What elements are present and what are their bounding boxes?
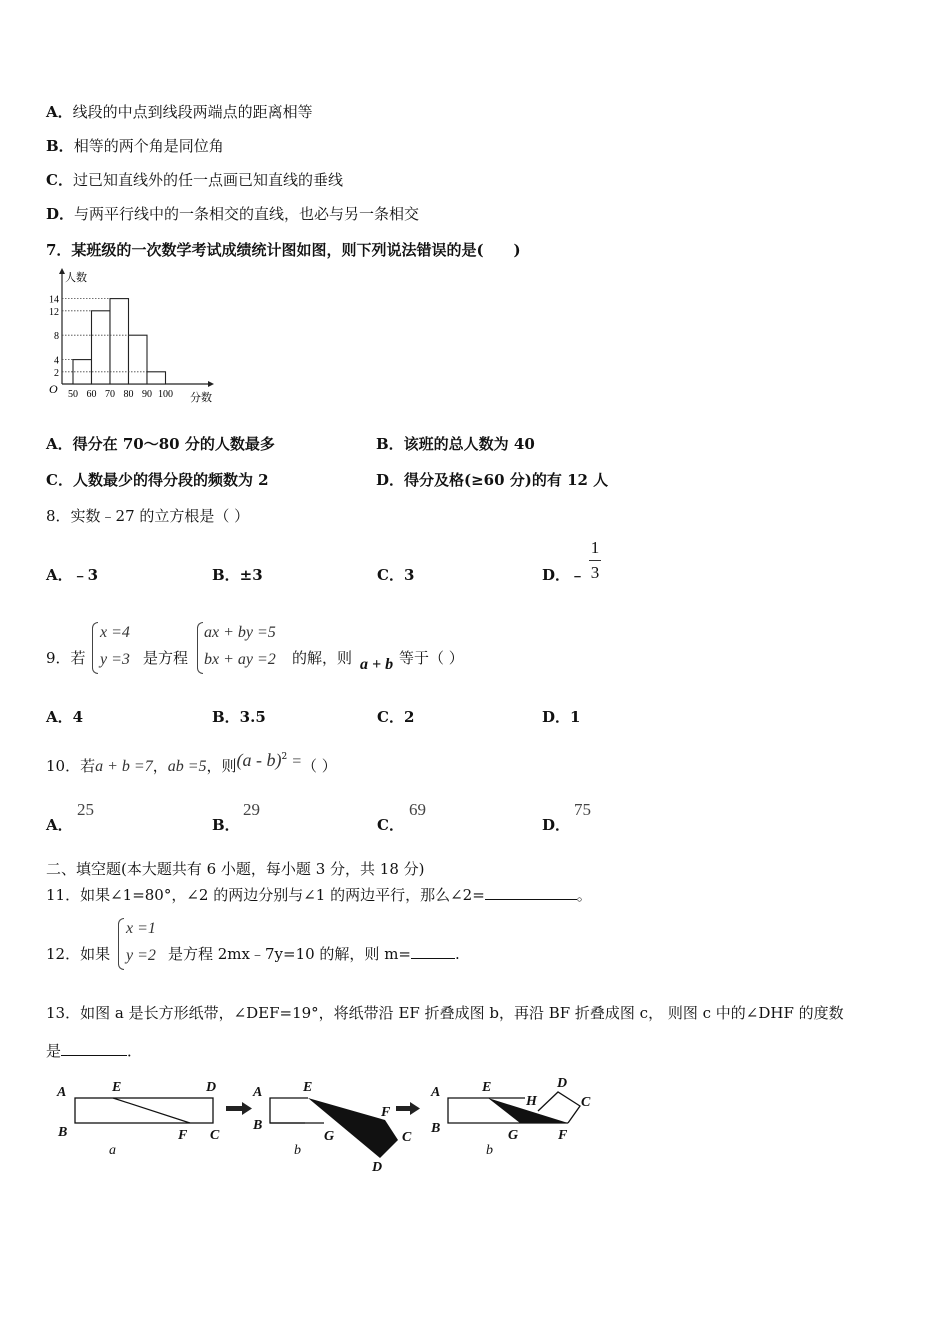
q12-brace <box>118 918 124 970</box>
bar-90-100 <box>147 372 166 384</box>
q9-option-d: D．1 <box>542 708 581 726</box>
caption-b: b <box>294 1143 301 1158</box>
y-tick-12: 12 <box>49 306 59 318</box>
bar-50-60 <box>73 360 92 384</box>
origin-label: O <box>49 382 58 396</box>
q12-line1: x =1 <box>126 920 156 937</box>
label-E: E <box>482 1080 492 1095</box>
q9-brace-1 <box>92 622 98 674</box>
label-B: B <box>58 1125 68 1140</box>
x-tick-100: 100 <box>158 389 173 400</box>
label-D: D <box>557 1076 568 1091</box>
label-E: E <box>112 1080 122 1095</box>
label-F: F <box>558 1128 568 1143</box>
section-2-heading: 二、填空题(本大题共有 6 小题，每小题 3 分，共 18 分) <box>46 860 425 878</box>
bar-60-70 <box>92 311 111 384</box>
y-tick-2: 2 <box>54 367 59 379</box>
q7-stem: 7．某班级的一次数学考试成绩统计图如图，则下列说法错误的是( ) <box>46 241 521 259</box>
q10-option-c-label: C． <box>377 816 404 834</box>
q12-rest: 是方程 2mx﹣7y=10 的解，则 m= . <box>168 945 460 963</box>
q8-option-c: C．3 <box>377 566 415 584</box>
bar-80-90 <box>129 335 148 384</box>
q8-option-d-label: D．﹣ <box>542 566 586 584</box>
x-tick-70: 70 <box>105 389 115 400</box>
q10-option-b-label: B． <box>212 816 240 834</box>
q10-option-c-value: 69 <box>409 800 426 819</box>
q7-option-d: D．得分及格(≥60 分)的有 12 人 <box>376 471 609 489</box>
q12-line2: y =2 <box>126 947 156 964</box>
label-A: A <box>431 1085 441 1100</box>
caption-a: a <box>109 1143 116 1158</box>
caption-c: b <box>486 1143 493 1158</box>
histogram-chart <box>40 266 220 406</box>
q7-option-a: A．得分在 70～80 分的人数最多 <box>46 435 275 453</box>
q11-answer-blank[interactable] <box>485 885 577 900</box>
q9-middle: 是方程 <box>143 649 189 667</box>
q13-answer-blank[interactable] <box>61 1041 127 1056</box>
q6-option-b: B．相等的两个角是同位角 <box>46 137 224 155</box>
label-G: G <box>508 1128 519 1143</box>
figure-c <box>430 1076 591 1158</box>
q8-option-a: A．﹣3 <box>46 566 99 584</box>
q9-option-b: B．3.5 <box>212 708 266 726</box>
label-F: F <box>381 1105 391 1120</box>
bar-70-80 <box>110 299 129 384</box>
figure-b <box>252 1080 412 1175</box>
q9-prefix: 9．若 <box>46 649 86 667</box>
q9-option-a: A．4 <box>46 708 84 726</box>
label-C: C <box>210 1128 220 1143</box>
label-F: F <box>178 1128 188 1143</box>
q12-answer-blank[interactable] <box>411 944 455 959</box>
label-C: C <box>402 1130 412 1145</box>
q10-option-a-label: A． <box>46 816 73 834</box>
y-axis-label: 人数 <box>65 272 87 284</box>
q9-sys1-line1: x =4 <box>100 624 130 641</box>
x-axis-label: 分数 <box>190 392 212 404</box>
q9-brace-2 <box>197 622 203 674</box>
q9-sys2-line2: bx + ay =2 <box>204 651 276 668</box>
q10-option-d-value: 75 <box>574 800 591 819</box>
q8-option-d-fraction: 1 3 <box>590 538 600 582</box>
q7-option-c: C．人数最少的得分段的频数为 2 <box>46 471 269 489</box>
folding-figure <box>40 1072 600 1182</box>
y-tick-8: 8 <box>54 331 59 343</box>
label-D: D <box>206 1080 217 1095</box>
figure-a <box>56 1080 220 1158</box>
crease-ef <box>113 1098 190 1123</box>
q9-suffix: 等于（ ） <box>399 649 464 667</box>
label-C: C <box>581 1095 591 1110</box>
label-B: B <box>431 1121 441 1136</box>
x-axis-arrow-icon <box>208 381 214 387</box>
arrow-1-icon <box>226 1102 252 1115</box>
x-tick-60: 60 <box>86 389 97 400</box>
q9-sys2-line1: ax + by =5 <box>204 624 276 641</box>
label-D: D <box>372 1160 383 1175</box>
q9-middle-2: 的解，则 <box>292 649 353 667</box>
q9-expression: a + b <box>360 656 394 673</box>
strip-rectangle <box>75 1098 213 1123</box>
y-tick-14: 14 <box>49 294 59 306</box>
label-A: A <box>253 1085 263 1100</box>
q12-prefix: 12．如果 <box>46 945 111 963</box>
q10-option-d-label: D． <box>542 816 571 834</box>
q8-stem: 8．实数﹣27 的立方根是（ ） <box>46 507 250 525</box>
q9-sys1-line2: y =3 <box>100 651 130 668</box>
x-tick-80: 80 <box>123 389 134 400</box>
q6-option-a: A．线段的中点到线段两端点的距离相等 <box>46 103 313 121</box>
q10-stem: 10．若a + b =7，ab =5，则(a - b)$^2$ =（ ） <box>46 750 337 775</box>
y-tick-4: 4 <box>54 355 59 367</box>
label-H: H <box>526 1094 537 1109</box>
label-G: G <box>324 1129 335 1144</box>
q10-option-a-value: 25 <box>77 800 94 819</box>
q13-line1: 13．如图 a 是长方形纸带，∠DEF=19°，将纸带沿 EF 折叠成图 b，再沿 BF 折叠成图 c， 则图 c 中的∠DHF 的度数 <box>46 1004 844 1022</box>
q11: 11．如果∠1=80°，∠2 的两边分别与∠1 的两边平行，那么∠2= 。 <box>46 886 592 904</box>
q13-line2: 是 ． <box>46 1042 143 1060</box>
x-tick-50: 50 <box>68 389 78 400</box>
label-B: B <box>253 1118 263 1133</box>
q9-option-c: C．2 <box>377 708 415 726</box>
q6-option-d: D．与两平行线中的一条相交的直线，也必与另一条相交 <box>46 205 420 223</box>
q7-option-b: B．该班的总人数为 40 <box>376 435 535 453</box>
label-A: A <box>57 1085 67 1100</box>
arrow-2-icon <box>396 1102 420 1115</box>
x-tick-90: 90 <box>142 389 152 400</box>
label-E: E <box>303 1080 313 1095</box>
q8-option-b: B．±3 <box>212 566 263 584</box>
q10-option-b-value: 29 <box>243 800 260 819</box>
q6-option-c: C．过已知直线外的任一点画已知直线的垂线 <box>46 171 343 189</box>
